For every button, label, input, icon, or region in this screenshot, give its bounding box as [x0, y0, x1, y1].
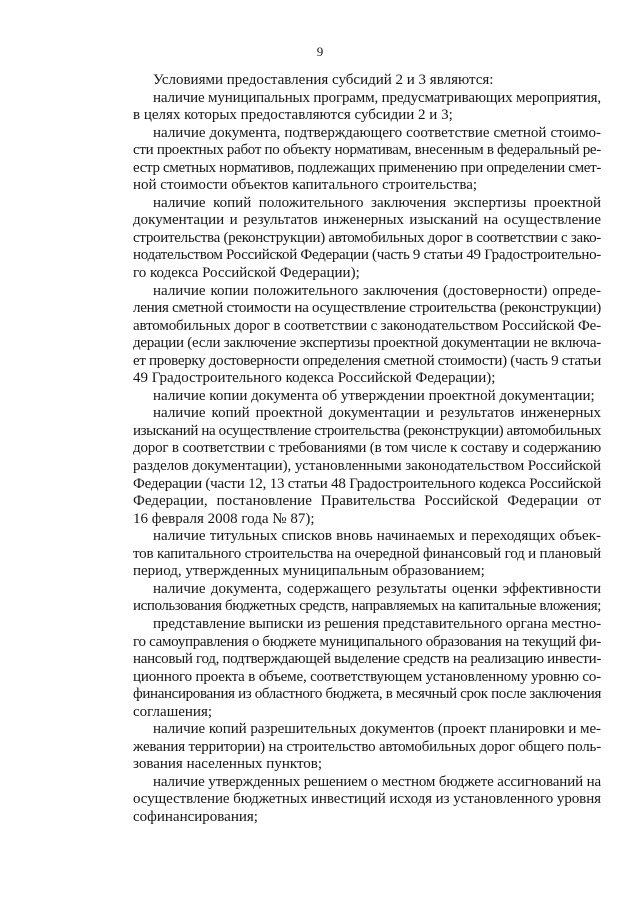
text-line: разделов документации), установленными законодательством Российской: [133, 458, 601, 475]
text-line: жевания территории) на строительство автомобильных дорог общего поль-: [133, 738, 601, 755]
text-line: го самоуправления о бюджете муниципального образования на текущий фи-: [133, 633, 601, 650]
document-body: [113, 72, 601, 827]
text-line: сти проектных работ по объекту нормативам, внесенным в федеральный ре-: [133, 142, 601, 159]
text-line: период, утвержденных муниципальным образованием;: [133, 563, 485, 580]
text-line: софинансирования;: [133, 808, 258, 825]
paragraph: [113, 283, 601, 388]
paragraph: [113, 388, 601, 406]
text-line: наличие копии положительного заключения (достоверности) опреде-: [153, 282, 601, 299]
text-line: представление выписки из решения представительного органа местно-: [153, 615, 602, 632]
text-line: наличие документа, подтверждающего соответствие сметной стоимо-: [153, 124, 601, 141]
text-line: Федерации, постановление Правительства Российской Федерации от: [133, 493, 601, 510]
text-line: ционного проекта в объеме, соответствующем установленному уровню со-: [133, 668, 601, 685]
text-line: наличие титульных списков вновь начинаемых и переходящих объек-: [153, 528, 601, 545]
paragraph: [113, 721, 601, 774]
paragraph: [113, 774, 601, 827]
text-line: Федерации (части 12, 13 статьи 48 Градостроительного кодекса Российской: [133, 475, 602, 492]
text-line: изысканий на осуществление строительства (реконструкции) автомобильных: [133, 422, 602, 439]
text-line: соглашения;: [133, 703, 213, 720]
text-line: наличие копий проектной документации и результатов инженерных: [153, 405, 601, 422]
text-line: зования населенных пунктов;: [133, 756, 323, 773]
text-line: наличие утвержденных решением о местном бюджете ассигнований на: [153, 773, 602, 790]
text-line: дерации (если заключение экспертизы проектной документации не включа-: [133, 335, 601, 352]
text-line: ной стоимости объектов капитального строительства;: [133, 177, 478, 194]
text-line: ления сметной стоимости на осуществление строительства (реконструкции): [133, 300, 601, 317]
text-line: финансирования из областного бюджета, в месячный срок после заключения: [133, 686, 601, 703]
text-line: использования бюджетных средств, направляемых на капитальные вложения;: [133, 598, 601, 615]
paragraph: [113, 90, 601, 125]
text-line: нансовый год, подтверждающей выделение средств на реализацию инвести-: [133, 651, 602, 668]
text-line: наличие муниципальных программ, предусматривающих мероприятия,: [153, 89, 601, 106]
text-line: строительства (реконструкции) автомобильных дорог в соответствии с зако-: [133, 229, 601, 246]
text-line: документации и результатов инженерных изысканий на осуществление: [133, 212, 601, 229]
text-line: наличие документа, содержащего результаты оценки эффективности: [153, 580, 601, 597]
text-line: естр сметных нормативов, подлежащих применению при определении смет-: [133, 159, 602, 176]
paragraph: [113, 72, 601, 90]
text-line: 49 Градостроительного кодекса Российской Федерации);: [133, 370, 496, 387]
page-number: 9: [316, 44, 324, 59]
paragraph: [113, 616, 601, 721]
text-line: осуществление бюджетных инвестиций исходя из установленного уровня: [133, 791, 601, 808]
text-line: наличие копии документа об утверждении проектной документации;: [153, 387, 595, 404]
text-line: наличие копий положительного заключения экспертизы проектной: [153, 194, 601, 211]
text-line: дорог в соответствии с требованиями (в том числе к составу и содержанию: [133, 440, 602, 457]
text-line: в целях которых предоставляются субсидии 2 и 3;: [133, 107, 453, 124]
text-line: Условиями предоставления субсидий 2 и 3 являются:: [153, 72, 494, 88]
paragraph: [113, 405, 601, 528]
text-line: 16 февраля 2008 года № 87);: [133, 510, 315, 527]
text-line: наличие копий разрешительных документов (проект планировки и ме-: [153, 721, 601, 738]
text-line: ет проверку достоверности определения сметной стоимости) (часть 9 статьи: [133, 352, 602, 369]
paragraph: [113, 125, 601, 195]
text-line: нодательством Российской Федерации (часть 9 статьи 49 Градостроительно-: [133, 247, 602, 264]
paragraph: [113, 581, 601, 616]
text-line: тов капитального строительства на очередной финансовый год и плановый: [133, 545, 602, 562]
text-line: автомобильных дорог в соответствии с законодательством Российской Фе-: [133, 317, 602, 334]
text-line: го кодекса Российской Федерации);: [133, 265, 360, 282]
paragraph: [113, 528, 601, 581]
paragraph: [113, 195, 601, 283]
